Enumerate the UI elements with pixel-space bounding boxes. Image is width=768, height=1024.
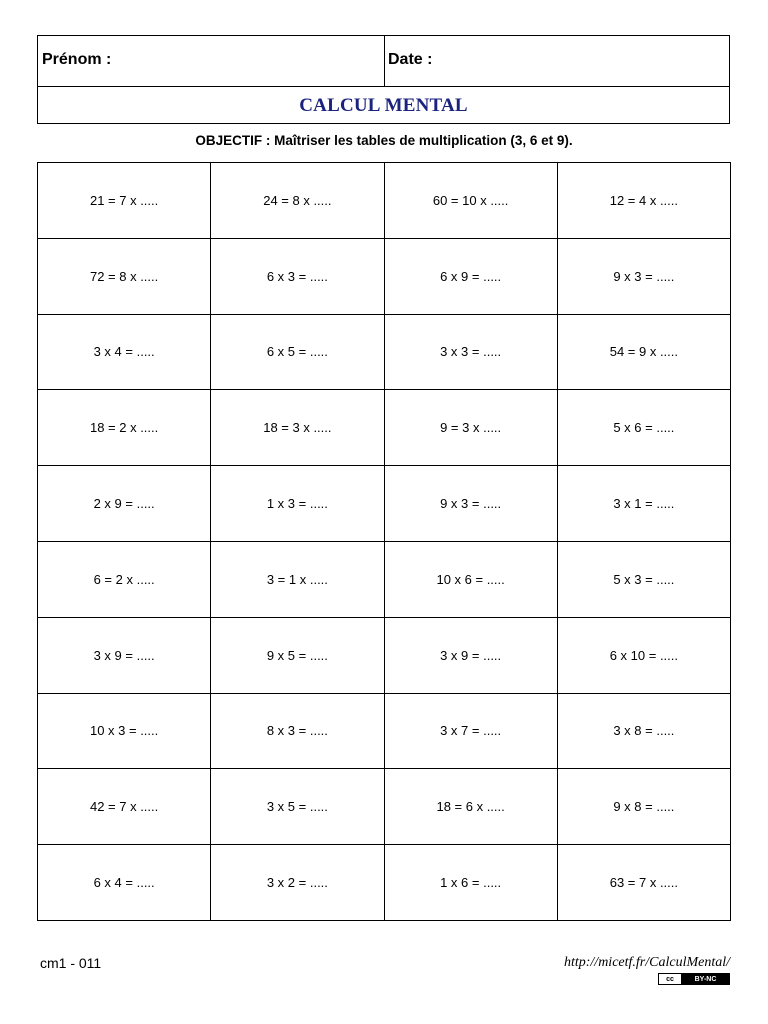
objective-text: OBJECTIF : Maîtriser les tables de multiplication (3, 6 et 9). bbox=[195, 133, 573, 148]
license-text: BY-NC bbox=[682, 974, 729, 984]
exercise-cell[interactable]: 9 x 3 = ..... bbox=[557, 238, 730, 314]
exercise-row bbox=[38, 314, 731, 390]
name-label: Prénom : bbox=[42, 51, 112, 68]
license-badge bbox=[658, 973, 730, 985]
exercise-cell[interactable]: 3 x 9 = ..... bbox=[38, 617, 211, 693]
exercise-cell[interactable]: 12 = 4 x ..... bbox=[557, 163, 730, 239]
exercise-cell[interactable]: 1 x 6 = ..... bbox=[384, 845, 557, 921]
header-box bbox=[37, 35, 730, 124]
exercise-cell[interactable]: 3 x 9 = ..... bbox=[384, 617, 557, 693]
exercise-cell[interactable]: 6 x 9 = ..... bbox=[384, 238, 557, 314]
exercise-cell[interactable]: 21 = 7 x ..... bbox=[38, 163, 211, 239]
exercise-row bbox=[38, 466, 731, 542]
exercise-cell[interactable]: 10 x 6 = ..... bbox=[384, 541, 557, 617]
exercise-cell[interactable]: 18 = 3 x ..... bbox=[211, 390, 384, 466]
exercise-row bbox=[38, 541, 731, 617]
exercise-cell[interactable]: 3 x 8 = ..... bbox=[557, 693, 730, 769]
exercise-cell[interactable]: 9 x 3 = ..... bbox=[384, 466, 557, 542]
page-title: CALCUL MENTAL bbox=[299, 94, 468, 116]
exercise-cell[interactable]: 3 x 7 = ..... bbox=[384, 693, 557, 769]
exercise-row bbox=[38, 163, 731, 239]
exercise-cell[interactable]: 42 = 7 x ..... bbox=[38, 769, 211, 845]
exercise-grid bbox=[37, 162, 731, 921]
header-divider bbox=[384, 36, 385, 86]
exercise-cell[interactable]: 6 = 2 x ..... bbox=[38, 541, 211, 617]
exercise-row bbox=[38, 390, 731, 466]
exercise-cell[interactable]: 18 = 2 x ..... bbox=[38, 390, 211, 466]
exercise-cell[interactable]: 10 x 3 = ..... bbox=[38, 693, 211, 769]
exercise-cell[interactable]: 5 x 3 = ..... bbox=[557, 541, 730, 617]
exercise-row bbox=[38, 845, 731, 921]
date-label: Date : bbox=[388, 51, 433, 68]
exercise-cell[interactable]: 8 x 3 = ..... bbox=[211, 693, 384, 769]
exercise-cell[interactable]: 9 x 8 = ..... bbox=[557, 769, 730, 845]
exercise-row bbox=[38, 769, 731, 845]
exercise-cell[interactable]: 3 x 4 = ..... bbox=[38, 314, 211, 390]
cc-icon: cc bbox=[659, 974, 682, 984]
exercise-cell[interactable]: 9 = 3 x ..... bbox=[384, 390, 557, 466]
exercise-cell[interactable]: 6 x 10 = ..... bbox=[557, 617, 730, 693]
exercise-cell[interactable]: 3 x 3 = ..... bbox=[384, 314, 557, 390]
exercise-cell[interactable]: 5 x 6 = ..... bbox=[557, 390, 730, 466]
source-url[interactable]: http://micetf.fr/CalculMental/ bbox=[563, 955, 730, 970]
exercise-cell[interactable]: 1 x 3 = ..... bbox=[211, 466, 384, 542]
exercise-row bbox=[38, 617, 731, 693]
exercise-cell[interactable]: 72 = 8 x ..... bbox=[38, 238, 211, 314]
exercise-cell[interactable]: 3 = 1 x ..... bbox=[211, 541, 384, 617]
exercise-cell[interactable]: 3 x 2 = ..... bbox=[211, 845, 384, 921]
exercise-row bbox=[38, 238, 731, 314]
exercise-cell[interactable]: 3 x 1 = ..... bbox=[557, 466, 730, 542]
exercise-cell[interactable]: 18 = 6 x ..... bbox=[384, 769, 557, 845]
exercise-cell[interactable]: 2 x 9 = ..... bbox=[38, 466, 211, 542]
exercise-row bbox=[38, 693, 731, 769]
exercise-cell[interactable]: 24 = 8 x ..... bbox=[211, 163, 384, 239]
exercise-cell[interactable]: 6 x 4 = ..... bbox=[38, 845, 211, 921]
exercise-cell[interactable]: 9 x 5 = ..... bbox=[211, 617, 384, 693]
exercise-cell[interactable]: 54 = 9 x ..... bbox=[557, 314, 730, 390]
exercise-cell[interactable]: 6 x 5 = ..... bbox=[211, 314, 384, 390]
exercise-cell[interactable]: 63 = 7 x ..... bbox=[557, 845, 730, 921]
worksheet-code: cm1 - 011 bbox=[40, 955, 102, 971]
exercise-cell[interactable]: 6 x 3 = ..... bbox=[211, 238, 384, 314]
header-fields-row bbox=[38, 36, 729, 87]
exercise-cell[interactable]: 60 = 10 x ..... bbox=[384, 163, 557, 239]
exercise-cell[interactable]: 3 x 5 = ..... bbox=[211, 769, 384, 845]
